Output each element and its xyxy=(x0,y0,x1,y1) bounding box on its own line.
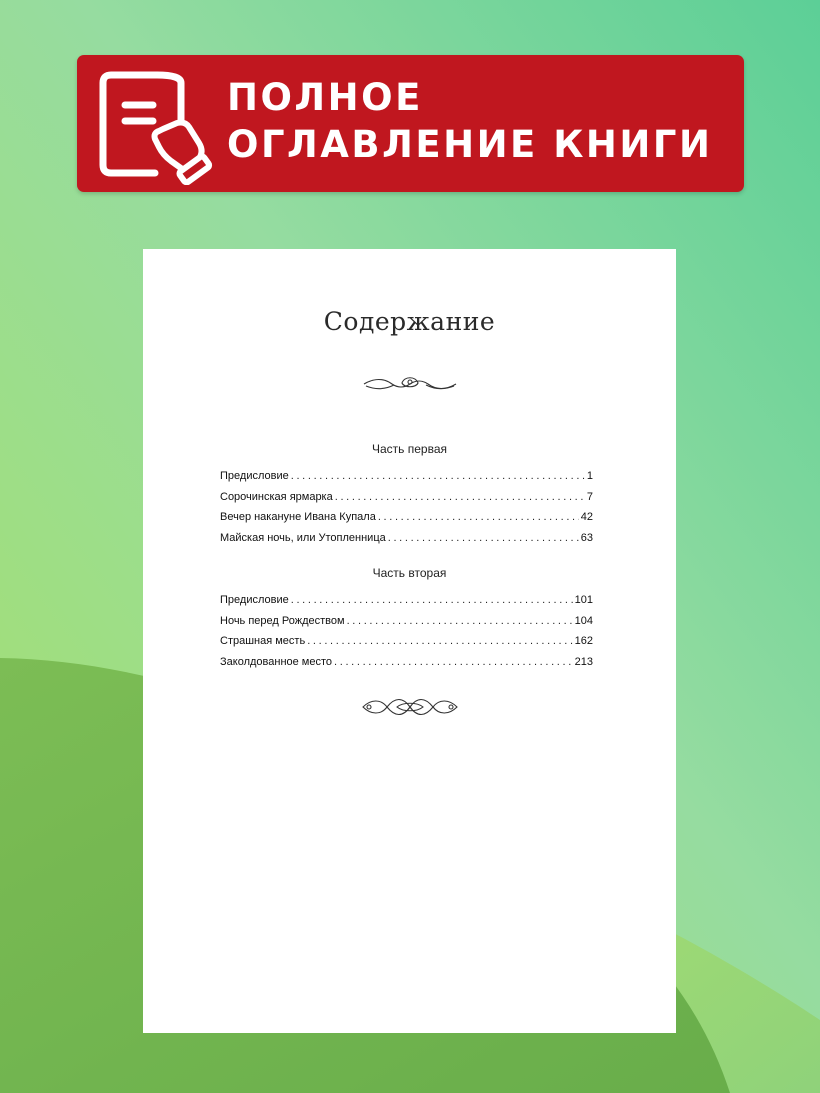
dot-leader xyxy=(334,656,573,668)
dot-leader xyxy=(291,594,573,606)
toc-entry-page: 1 xyxy=(586,470,593,482)
toc-entry[interactable] xyxy=(220,635,593,656)
toc-entry-title: Страшная месть xyxy=(220,635,306,647)
dot-leader xyxy=(378,511,579,523)
toc-entry-title: Сорочинская ярмарка xyxy=(220,490,333,503)
dot-leader xyxy=(291,470,585,482)
toc-entry-page: 63 xyxy=(580,531,593,544)
dot-leader xyxy=(388,532,579,544)
toc-entry-title: Вечер накануне Ивана Купала xyxy=(220,511,376,523)
toc-entry-title: Предисловие xyxy=(220,594,289,606)
promo-banner xyxy=(77,55,744,192)
toc-entry[interactable] xyxy=(220,615,593,636)
toc-entry[interactable] xyxy=(220,491,593,512)
flourish-ornament-top xyxy=(143,372,676,400)
toc-entry[interactable] xyxy=(220,532,593,553)
page-title: Содержание xyxy=(323,307,496,336)
dot-leader xyxy=(347,615,573,627)
book-page xyxy=(143,249,676,1033)
part-one-list xyxy=(220,470,593,552)
toc-entry-page: 101 xyxy=(574,594,593,606)
flourish-ornament-bottom xyxy=(143,694,676,724)
toc-entry[interactable] xyxy=(220,594,593,615)
toc-entry-title: Майская ночь, или Утопленница xyxy=(220,531,386,544)
toc-entry-page: 162 xyxy=(574,635,593,647)
toc-entry-title: Предисловие xyxy=(220,470,289,482)
toc-entry[interactable] xyxy=(220,511,593,532)
document-hand-icon xyxy=(97,69,217,185)
toc-entry-title: Ночь перед Рождеством xyxy=(220,614,345,627)
toc-entry[interactable] xyxy=(220,470,593,491)
dot-leader xyxy=(335,491,585,503)
dot-leader xyxy=(307,635,572,647)
toc-entry-title: Заколдованное место xyxy=(220,655,333,668)
toc-entry-page: 7 xyxy=(586,490,593,503)
toc-entry-page: 42 xyxy=(580,511,593,523)
banner-title xyxy=(227,74,712,168)
toc-entry[interactable] xyxy=(220,656,593,677)
banner-title-line2: ОГЛАВЛЕНИЕ КНИГИ xyxy=(227,123,713,166)
banner-title-line1: ПОЛНОЕ xyxy=(227,76,423,119)
part-one-heading: Часть первая xyxy=(371,442,447,456)
part-two-list xyxy=(220,594,593,676)
toc-entry-page: 104 xyxy=(574,614,593,627)
part-two-heading: Часть вторая xyxy=(372,566,447,580)
toc-entry-page: 213 xyxy=(574,655,593,668)
